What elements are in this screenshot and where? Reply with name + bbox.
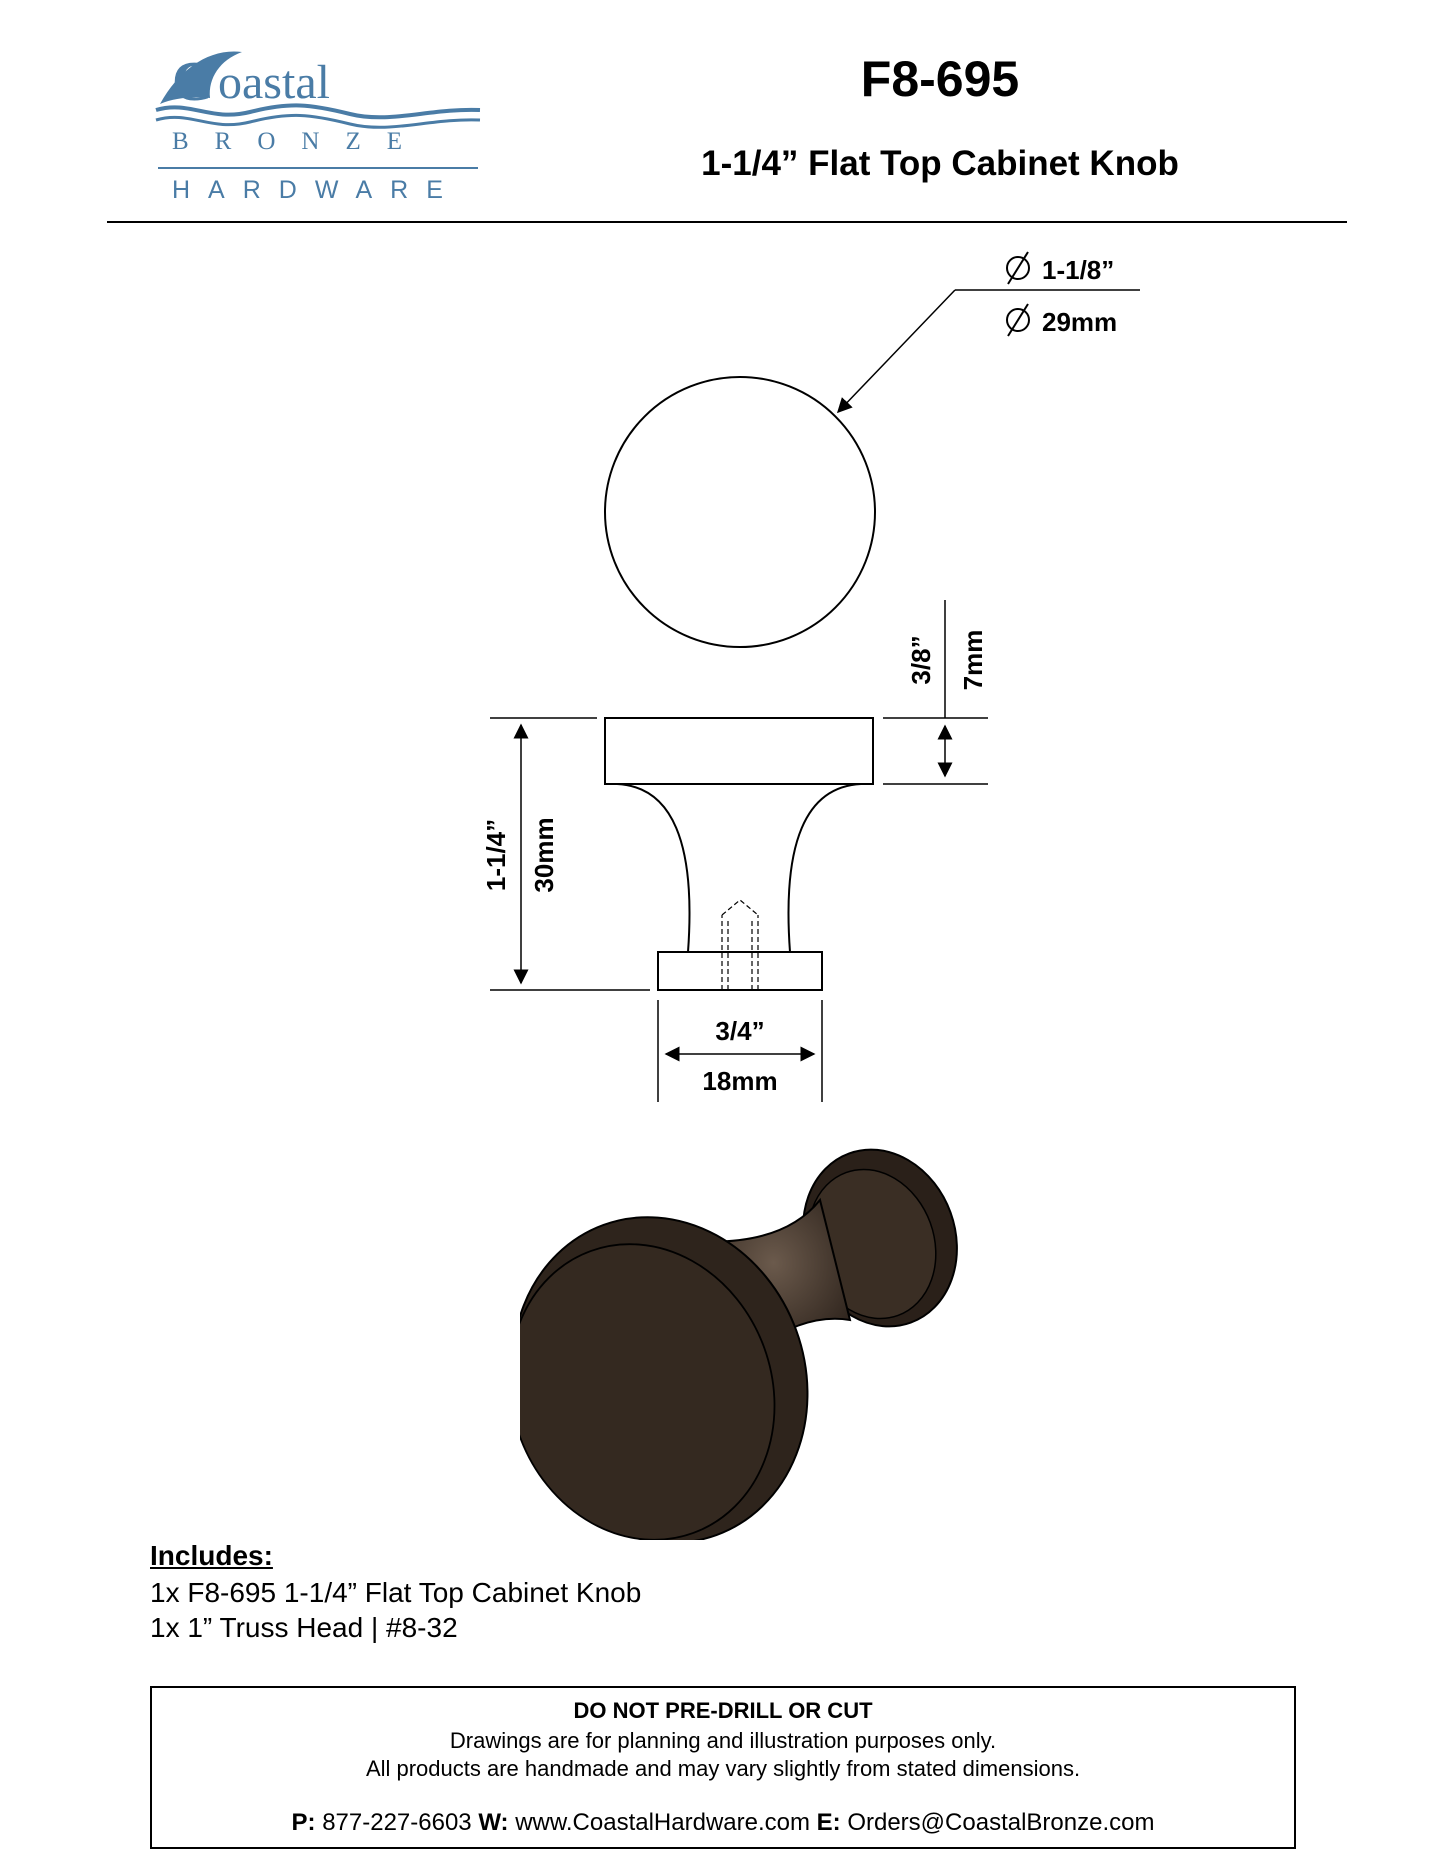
includes-heading: Includes: <box>150 1540 273 1571</box>
diameter-in-label: 1-1/8” <box>1042 255 1115 285</box>
notice-line-1: Drawings are for planning and illustration purposes only. <box>449 1728 997 1753</box>
phone-number[interactable]: 877-227-6603 <box>322 1809 472 1836</box>
includes-item: 1x 1” Truss Head | #8-32 <box>150 1612 458 1643</box>
product-title: 1-1/4” Flat Top Cabinet Knob <box>701 144 1179 183</box>
height-in-label: 1-1/4” <box>481 818 511 892</box>
web-label: W: <box>478 1809 509 1836</box>
email-link[interactable]: Orders@CoastalBronze.com <box>847 1809 1155 1836</box>
base-mm-label: 18mm <box>702 1066 778 1096</box>
contact-line <box>152 1809 1294 1837</box>
top-view-circle <box>605 377 875 647</box>
logo-initial: C <box>172 51 213 113</box>
logo-word: oastal <box>218 56 330 109</box>
diameter-symbol-icon <box>1007 252 1029 336</box>
notice-line-2: All products are handmade and may vary slightly from stated dimensions. <box>365 1756 1081 1781</box>
logo-hardware: HARDWARE <box>172 176 461 204</box>
top-thickness-in-label: 3/8” <box>906 635 936 685</box>
header-divider <box>107 221 1347 223</box>
base-in-label: 3/4” <box>715 1016 765 1046</box>
logo-bronze: BRONZE <box>172 128 428 155</box>
model-number: F8-695 <box>860 51 1020 107</box>
includes-item: 1x F8-695 1-1/4” Flat Top Cabinet Knob <box>150 1577 642 1608</box>
top-thickness-mm-label: 7mm <box>958 629 988 691</box>
notice-title: DO NOT PRE-DRILL OR CUT <box>573 1698 873 1723</box>
knob-render-icon <box>520 1140 980 1540</box>
website-link[interactable]: www.CoastalHardware.com <box>515 1809 810 1836</box>
email-label: E: <box>816 1809 841 1836</box>
logo-divider <box>158 167 478 169</box>
diameter-mm-label: 29mm <box>1042 307 1118 337</box>
technical-drawing <box>0 240 1445 1120</box>
notice-box <box>150 1686 1296 1849</box>
phone-label: P: <box>291 1809 316 1836</box>
height-mm-label: 30mm <box>529 817 559 893</box>
side-view <box>605 718 873 990</box>
